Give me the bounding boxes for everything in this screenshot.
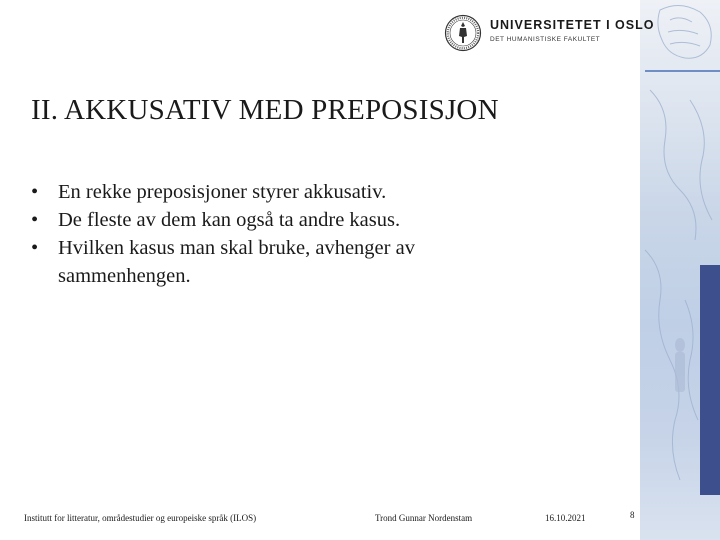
university-logo [444,14,655,54]
page-number: 8 [630,510,635,520]
bullet-text: En rekke preposisjoner styrer akkusativ. [58,181,387,203]
university-name: UNIVERSITETET I OSLO [490,18,655,32]
university-seal-icon [444,14,482,52]
bullet-marker: • [31,209,39,231]
footer-institute: Institutt for litteratur, områdestudier og europeiske språk (ILOS) [24,513,257,523]
bullet-text: Hvilken kasus man skal bruke, avhenger av sammenhengen. [58,237,415,287]
bullet-marker: • [31,237,39,259]
bullet-item [29,206,499,234]
bullet-item [29,234,499,290]
faculty-name: DET HUMANISTISKE FAKULTET [490,36,601,43]
header-rule [645,70,720,72]
bullet-item [29,178,499,206]
bullet-text: De fleste av dem kan også ta andre kasus. [58,209,401,231]
slide-title: II. AKKUSATIV MED PREPOSISJON [31,94,499,126]
footer-author: Trond Gunnar Nordenstam [375,513,473,523]
bullet-marker: • [31,181,39,203]
accent-bar [700,265,720,495]
footer-date: 16.10.2021 [545,513,586,523]
bullet-list [29,178,499,290]
